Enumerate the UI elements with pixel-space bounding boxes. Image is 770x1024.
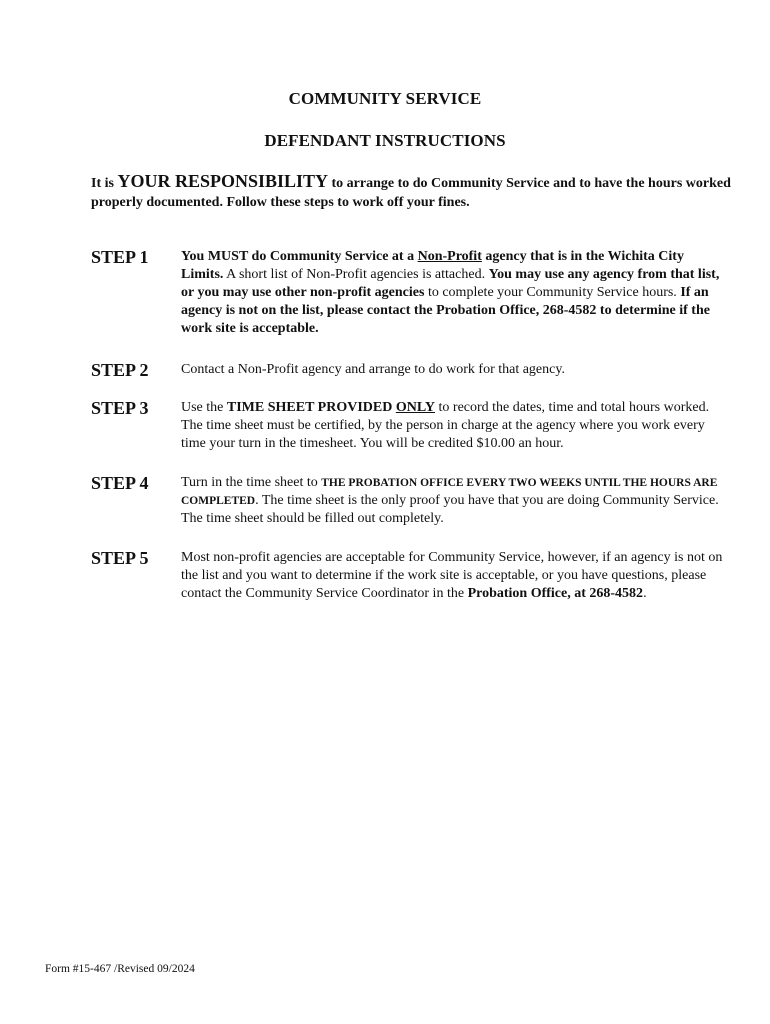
step4-text-a: Turn in the time sheet to	[181, 475, 322, 490]
form-footer: Form #15-467 /Revised 09/2024	[45, 963, 195, 975]
step-body: Contact a Non-Profit agency and arrange to do work for that agency.	[181, 362, 565, 377]
step-body	[181, 248, 729, 338]
step1-text-e: to complete your Community Service hours.	[424, 285, 681, 300]
intro-prefix: It is	[91, 176, 118, 191]
step-label: STEP 4	[91, 473, 149, 493]
step4-text-b: . The time sheet is the only proof you have that you are doing Community Service. The time sheet should be filled out completely.	[181, 493, 719, 526]
step-body	[181, 399, 729, 453]
step3-time-sheet: TIME SHEET PROVIDED	[226, 400, 396, 415]
step-label: STEP 3	[91, 398, 149, 418]
document-title: COMMUNITY SERVICE	[288, 89, 482, 108]
step-label: STEP 5	[91, 548, 149, 568]
step3-text-b: to record the dates, time and total hours worked. The time sheet must be certified, by the person in charge at the agency where you work every time your turn in the timesheet. You will be credited $10.00 an hour.	[181, 400, 710, 451]
step-body	[181, 549, 729, 603]
step1-text-a: You MUST do Community Service at a	[181, 249, 418, 264]
step5-probation-office: Probation Office, at 268-4582	[467, 586, 644, 601]
step-label: STEP 2	[91, 360, 149, 380]
step-label: STEP 1	[91, 247, 149, 267]
document-subtitle: DEFENDANT INSTRUCTIONS	[264, 131, 506, 150]
step5-text-b: .	[643, 586, 647, 601]
step3-only: ONLY	[395, 400, 436, 415]
step1-text-b: agency that is in the Wichita City Limits.	[181, 249, 684, 282]
step4-caps: THE PROBATION OFFICE EVERY TWO WEEKS UNTIL THE HOURS ARE COMPLETED	[181, 477, 718, 507]
step1-text-c: A short list of Non-Profit agencies is attached.	[223, 267, 489, 282]
step1-text-d: You may use any agency from that list, or you may use other non-profit agencies	[181, 267, 720, 300]
step1-non-profit: Non-Profit	[417, 249, 482, 264]
intro-paragraph	[91, 172, 731, 212]
step5-text-a: Most non-profit agencies are acceptable for Community Service, however, if an agency is not on the list and you want to determine if the work site is acceptable, or you have questions, please contact the Community Service Coordinator in the	[181, 550, 723, 601]
intro-emphasis: YOUR RESPONSIBILITY	[117, 171, 329, 191]
step-body	[181, 474, 729, 528]
step3-text-a: Use the	[181, 400, 227, 415]
step1-text-f: If an agency is not on the list, please contact the Probation Office, 268-4582 to determine if the work site is acceptable.	[181, 285, 710, 336]
intro-rest: to arrange to do Community Service and to have the hours worked properly documented. Follow these steps to work off your fines.	[91, 176, 731, 210]
